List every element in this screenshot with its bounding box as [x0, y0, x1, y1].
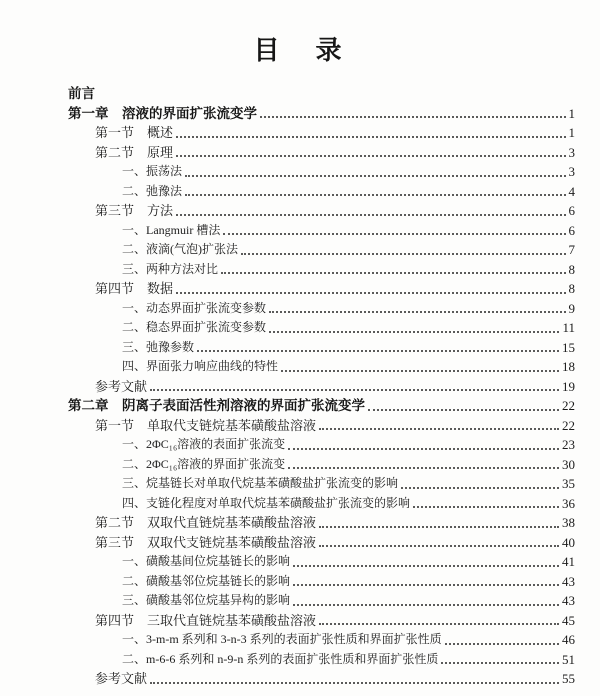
toc-entry-label: 三、烷基链长对单取代烷基苯磺酸盐扩张流变的影响 [122, 476, 399, 490]
toc-entry-label: 第一章 溶液的界面扩张流变学 [68, 105, 257, 121]
toc-entry-label: 二、稳态界面扩张流变参数 [122, 320, 267, 334]
dot-leader [441, 662, 559, 664]
toc-entry-page: 3 [568, 144, 575, 160]
toc-entry [68, 630, 575, 650]
toc-entry-label: 一、Langmuir 槽法 [122, 222, 221, 237]
toc-entry-page: 7 [568, 242, 575, 257]
dot-leader [401, 487, 559, 489]
toc-entry-label: 前言 [68, 86, 95, 101]
toc-entry [68, 494, 575, 514]
toc-entry [68, 299, 575, 319]
toc-entry [68, 221, 575, 241]
toc-entry [68, 611, 575, 631]
toc-entry-page: 8 [568, 281, 575, 296]
toc-entry-page: 36 [562, 495, 575, 511]
toc-entry [68, 318, 575, 338]
toc-entry-label: 第一节 单取代支链烷基苯磺酸盐溶液 [95, 417, 317, 433]
dot-leader [176, 155, 565, 157]
dot-leader [241, 253, 566, 255]
toc-entry-page: 1 [568, 125, 575, 140]
toc-entry-page: 18 [562, 359, 575, 374]
toc-entry-label: 第四节 数据 [95, 281, 174, 296]
dot-leader [288, 448, 559, 450]
toc-entry [68, 123, 575, 143]
toc-entry [68, 357, 575, 377]
toc-entry [68, 143, 575, 163]
toc-entry-label: 第二节 双取代直链烷基苯磺酸盐溶液 [95, 515, 317, 530]
dot-leader [281, 370, 559, 372]
toc-entry-page: 8 [568, 261, 575, 277]
toc-entry-label: 二、2ΦC₁₆溶液的界面扩张流变 [122, 456, 286, 471]
dot-leader [260, 116, 566, 118]
toc-entry-label: 第一节 概述 [95, 125, 174, 140]
toc-entry [68, 650, 575, 670]
toc-entry-page: 43 [562, 593, 575, 608]
dot-leader [269, 331, 559, 333]
dot-leader [150, 682, 559, 684]
toc-entry [68, 279, 575, 299]
toc-entry-label: 一、磺酸基间位烷基链长的影响 [122, 554, 291, 568]
toc-entry-label: 四、界面张力响应曲线的特性 [122, 359, 279, 373]
dot-leader [176, 292, 565, 294]
toc-entry [68, 104, 575, 124]
toc-entry-label: 三、弛豫参数 [122, 339, 195, 354]
toc-entry-page: 40 [562, 534, 575, 550]
toc-entry [68, 201, 575, 221]
toc-entry-label: 第四节 三取代直链烷基苯磺酸盐溶液 [95, 612, 317, 628]
toc-entry-page: 6 [568, 203, 575, 218]
toc-entry-page: 46 [562, 632, 575, 647]
dot-leader [319, 545, 559, 547]
toc-entry-label: 第三节 双取代支链烷基苯磺酸盐溶液 [95, 534, 317, 550]
toc-entry-page: 19 [562, 378, 575, 394]
toc-entry-page: 1 [568, 105, 575, 121]
toc-entry-label: 四、支链化程度对单取代烷基苯磺酸盐扩张流变的影响 [122, 495, 411, 510]
dot-leader [185, 194, 565, 196]
toc-entry [68, 533, 575, 553]
dot-leader [319, 623, 559, 625]
toc-entry [68, 513, 575, 533]
dot-leader [293, 584, 559, 586]
toc-entry-label: 一、2ΦC₁₆溶液的表面扩张流变 [122, 437, 286, 451]
toc-entry-page: 55 [562, 671, 575, 686]
toc-entry-label: 二、m-6-6 系列和 n-9-n 系列的表面扩张性质和界面扩张性质 [122, 651, 439, 666]
toc-entry [68, 182, 575, 202]
toc-entry-label: 第二章 阴离子表面活性剂溶液的界面扩张流变学 [68, 398, 365, 413]
toc-entry-label: 一、3-m-m 系列和 3-n-3 系列的表面扩张性质和界面扩张性质 [122, 632, 442, 646]
toc-entry-page: 51 [562, 651, 575, 667]
dot-leader [197, 350, 559, 352]
dot-leader [288, 467, 559, 469]
toc-entry-label: 二、磺酸基邻位烷基链长的影响 [122, 573, 291, 588]
toc-entry-page: 45 [562, 612, 575, 628]
toc-entry [68, 552, 575, 572]
toc-entry-label: 一、振荡法 [122, 164, 183, 178]
toc-entry [68, 572, 575, 592]
toc-list [68, 84, 575, 689]
toc-entry-page: 22 [562, 398, 575, 413]
toc-entry-page: 41 [562, 554, 575, 569]
toc-entry-page: 3 [568, 164, 575, 179]
toc-entry [68, 84, 575, 104]
dot-leader [293, 565, 559, 567]
toc-entry-page: 15 [562, 339, 575, 355]
toc-entry-page: 4 [568, 183, 575, 199]
toc-entry-label: 第二节 原理 [95, 144, 174, 160]
page-title: 目 录 [253, 36, 347, 65]
dot-leader [319, 526, 559, 528]
toc-entry-label: 一、动态界面扩张流变参数 [122, 300, 267, 315]
dot-leader [445, 643, 559, 645]
dot-leader [185, 175, 565, 177]
toc-entry-label: 三、两种方法对比 [122, 261, 219, 276]
toc-entry [68, 338, 575, 358]
dot-leader [293, 604, 559, 606]
toc-entry-page: 6 [568, 222, 575, 238]
toc-entry [68, 669, 575, 689]
toc-entry-page: 30 [562, 456, 575, 472]
toc-entry [68, 162, 575, 182]
dot-leader [413, 506, 559, 508]
toc-entry-label: 二、弛豫法 [122, 183, 183, 198]
toc-entry [68, 377, 575, 397]
dot-leader [176, 136, 565, 138]
toc-entry [68, 435, 575, 455]
toc-entry-page: 9 [568, 300, 575, 316]
toc-entry-page: 23 [562, 437, 575, 452]
toc-entry-page: 11 [562, 320, 575, 335]
dot-leader [150, 389, 559, 391]
toc-entry-page: 22 [562, 417, 575, 433]
toc-entry-label: 二、液滴(气泡)扩张法 [122, 242, 238, 256]
dot-leader [269, 311, 565, 313]
toc-entry [68, 416, 575, 436]
toc-entry [68, 240, 575, 260]
dot-leader [319, 428, 559, 430]
toc-entry [68, 455, 575, 475]
dot-leader [368, 409, 559, 411]
dot-leader [223, 233, 565, 235]
toc-entry [68, 591, 575, 611]
toc-entry [68, 396, 575, 416]
dot-leader [221, 272, 565, 274]
toc-entry [68, 474, 575, 494]
toc-entry [68, 260, 575, 280]
toc-entry-page: 35 [562, 476, 575, 491]
toc-entry-label: 参考文献 [95, 378, 148, 394]
dot-leader [176, 214, 565, 216]
toc-entry-page: 38 [562, 515, 575, 530]
toc-entry-label: 参考文献 [95, 671, 148, 686]
toc-entry-label: 第三节 方法 [95, 203, 174, 218]
toc-entry-page: 43 [562, 573, 575, 589]
toc-entry-label: 三、磺酸基邻位烷基异构的影响 [122, 593, 291, 607]
